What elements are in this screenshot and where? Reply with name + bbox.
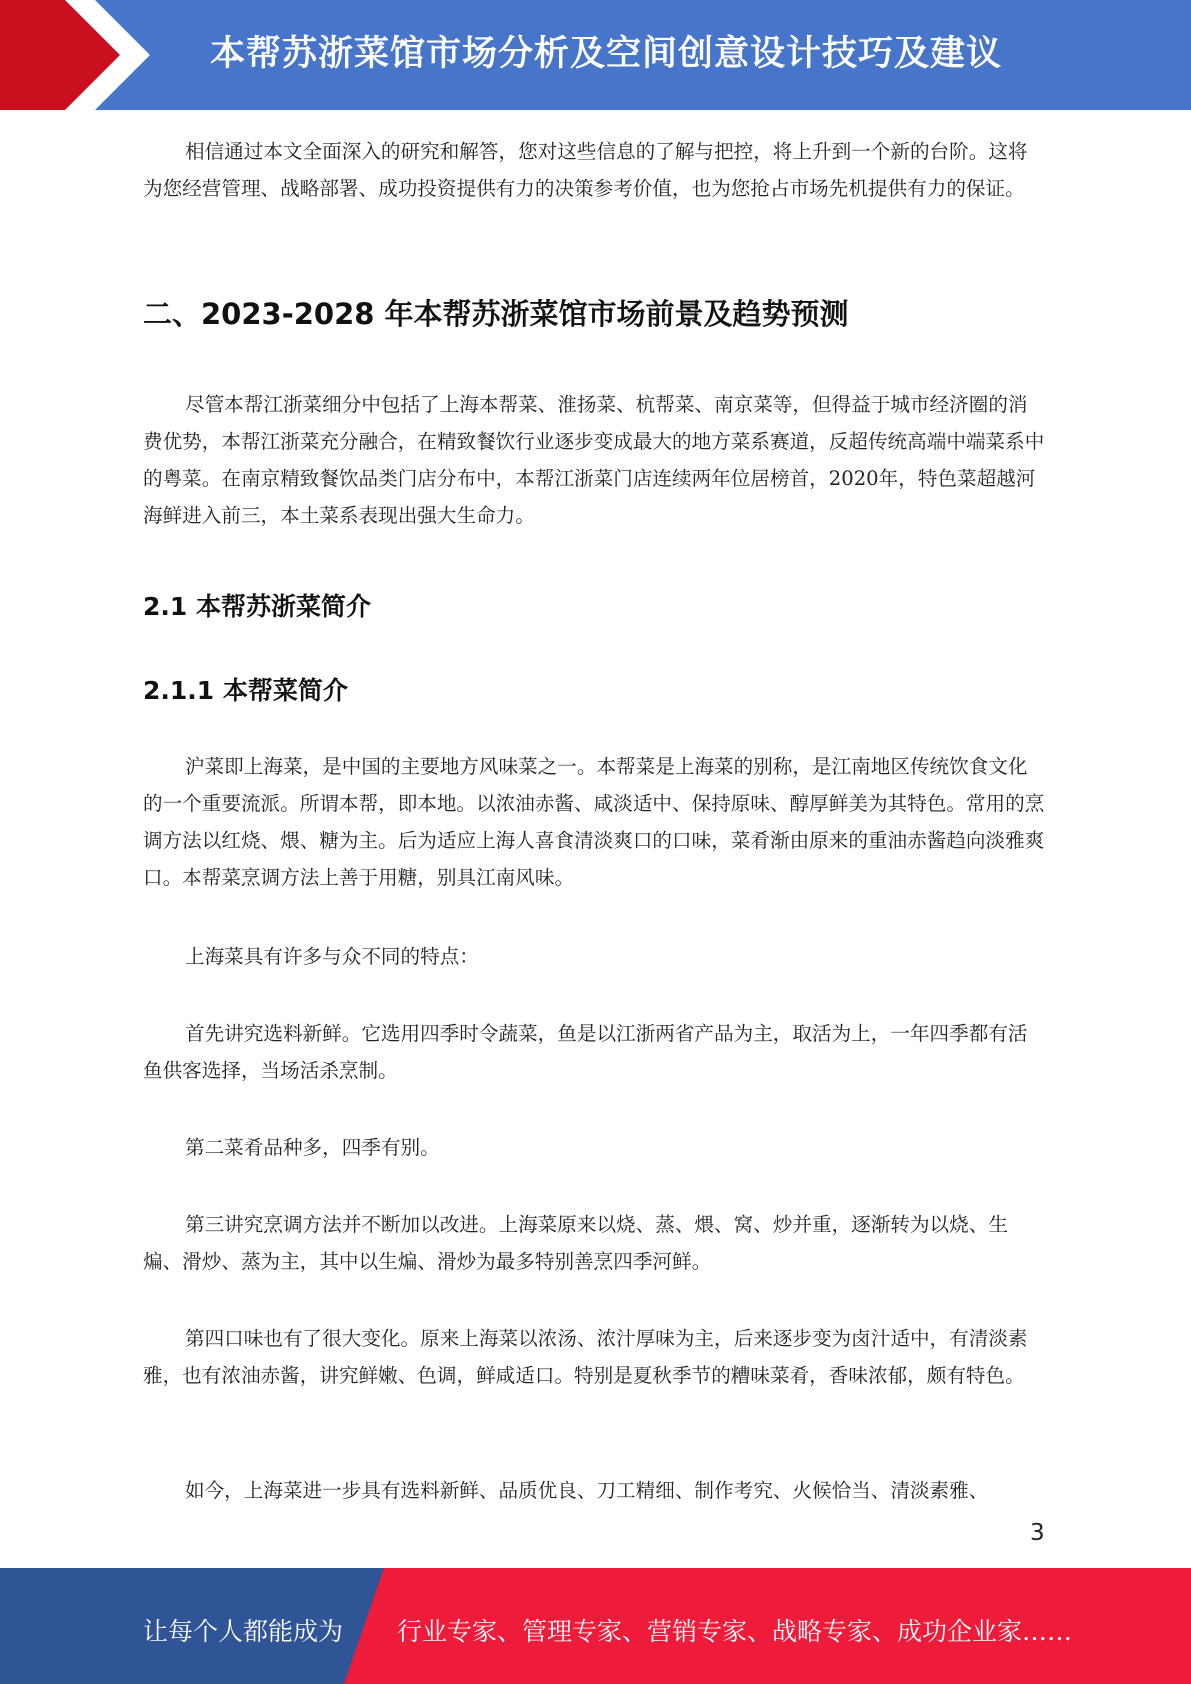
footer-slogan-right: 行业专家、管理专家、营销专家、战略专家、成功企业家……	[397, 1617, 1073, 1646]
header-bar	[0, 0, 1191, 110]
intro-paragraph: 相信通过本文全面深入的研究和解答，您对这些信息的了解与把控，将上升到一个新的台阶。这将为您经营管理、战略部署、成功投资提供有力的决策参考价值，也为您抢占市场先机提供有力的保证。	[143, 140, 1028, 200]
section-heading-2-1: 2.1 本帮苏浙菜简介	[143, 592, 371, 621]
footer-slogan-left: 让每个人都能成为	[143, 1617, 344, 1646]
footer-banner	[0, 1568, 1191, 1684]
paragraph-feature-4: 第四口味也有了很大变化。原来上海菜以浓汤、浓汁厚味为主，后来逐步变为卤汁适中，有清淡素雅，也有浓油赤酱，讲究鲜嫩、色调，鲜咸适口。特别是夏秋季节的糟味菜肴，香味浓郁，颇有特色。	[143, 1327, 1028, 1387]
document-title: 本帮苏浙菜馆市场分析及空间创意设计技巧及建议	[210, 34, 1003, 74]
paragraph-features-intro: 上海菜具有许多与众不同的特点：	[185, 945, 479, 968]
section-heading-2: 二、2023-2028 年本帮苏浙菜馆市场前景及趋势预测	[143, 297, 849, 331]
section-2-paragraph: 尽管本帮江浙菜细分中包括了上海本帮菜、淮扬菜、杭帮菜、南京菜等，但得益于城市经济圈的消费优势，本帮江浙菜充分融合，在精致餐饮行业逐步变成最大的地方菜系赛道，反超传统高端中端菜系中的粤菜。在南京精致餐饮品类门店分布中，本帮江浙菜门店连续两年位居榜首，2020年，特色菜超越河海鲜进入前三，本土菜系表现出强大生命力。	[143, 393, 1045, 527]
paragraph-feature-3: 第三讲究烹调方法并不断加以改进。上海菜原来以烧、蒸、煨、窝、炒并重，逐渐转为以烧、生煸、滑炒、蒸为主，其中以生煸、滑炒为最多特别善烹四季河鲜。	[143, 1213, 1008, 1273]
section-heading-2-1-1: 2.1.1 本帮菜简介	[143, 676, 348, 705]
paragraph-feature-1: 首先讲究选料新鲜。它选用四季时令蔬菜，鱼是以江浙两省产品为主，取活为上，一年四季都有活鱼供客选择，当场活杀烹制。	[143, 1022, 1028, 1082]
header-chevron-decoration	[0, 0, 160, 110]
paragraph-feature-2: 第二菜肴品种多，四季有别。	[185, 1136, 440, 1159]
page-number: 3	[1030, 1520, 1045, 1546]
paragraph-today: 如今，上海菜进一步具有选料新鲜、品质优良、刀工精细、制作考究、火候恰当、清淡素雅、	[185, 1479, 989, 1502]
paragraph-shanghai-cuisine: 沪菜即上海菜，是中国的主要地方风味菜之一。本帮菜是上海菜的别称，是江南地区传统饮食文化的一个重要流派。所谓本帮，即本地。以浓油赤酱、咸淡适中、保持原味、醇厚鲜美为其特色。常用的烹调方法以红烧、煨、糖为主。后为适应上海人喜食清淡爽口的口味，菜肴渐由原来的重油赤酱趋向淡雅爽口。本帮菜烹调方法上善于用糖，别具江南风味。	[143, 755, 1045, 889]
